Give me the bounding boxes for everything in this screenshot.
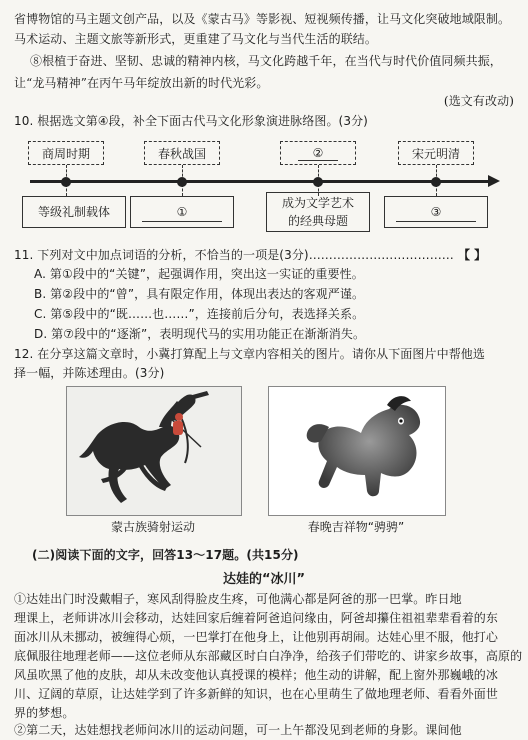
q12-line-2: 择一幅，并陈述理由。(3分)	[14, 366, 165, 380]
period-label-4: 宋元明清	[411, 146, 460, 161]
timeline-dot-3	[313, 177, 323, 187]
stage-box-3	[266, 192, 370, 232]
period-box-2	[144, 141, 220, 165]
stage-box-4	[384, 196, 488, 228]
passage-line-4: 底佩服往地理老师——这位老师从东部藏区时白白净净，给孩子们带吃的、讲家乡故事，高原的	[14, 649, 523, 663]
intro-line-4: 让“龙马精神”在丙午马年绽放出新的时代光彩。	[14, 76, 269, 90]
mascot-horse-icon	[269, 387, 445, 515]
stage-label-3	[282, 194, 354, 230]
timeline-arrow	[488, 175, 500, 187]
image-horse-archery[interactable]	[66, 386, 242, 516]
period-blank-2[interactable]: ②	[298, 146, 338, 161]
image-mascot[interactable]	[268, 386, 446, 516]
q12-line-1: 12. 在分享这篇文章时，小冀打算配上与文章内容相关的图片。请你从下面图片中帮他选	[14, 347, 486, 361]
timeline-dot-1	[61, 177, 71, 187]
stage-label-3-line-1: 成为文学艺术	[281, 196, 354, 210]
intro-line-2: 马术运动、主题文旅等新形式，更重建了马文化与当代生活的联结。	[14, 32, 378, 46]
passage-line-1: ①达娃出门时没戴帽子，寒风刮得脸皮生疼，可他满心都是阿爸的那一巴掌。昨日地	[14, 592, 462, 606]
q11-stem: 11. 下列对文中加点词语的分析，不恰当的一项是(3分)………………………………	[14, 248, 454, 262]
section2-heading: (二)阅读下面的文字，回答13～17题。(共15分)	[32, 548, 299, 562]
passage-line-3: 面冰川从未挪动，被缠得心烦，一巴掌打在他身上，让他别再胡闹。达娃心里不服，他打心	[14, 630, 499, 644]
q10-stem: 10. 根据选文第④段，补全下面古代马文化形象演进脉络图。(3分)	[14, 114, 368, 128]
timeline-axis	[30, 180, 492, 183]
caption-mascot: 春晚吉祥物“骋骋”	[307, 520, 405, 534]
stage-blank-1[interactable]: ①	[142, 203, 222, 222]
timeline-dot-4	[431, 177, 441, 187]
q11-option-c: C. 第⑤段中的“既……也……”，连接前后分句，表选择关系。	[34, 307, 365, 321]
passage-line-2: 理课上，老师讲冰川会移动，达娃回家后缠着阿爸追问缘由，阿爸却攥住祖祖辈辈看着的东	[14, 611, 499, 625]
period-label-1: 商周时期	[41, 146, 90, 161]
horse-rider-icon	[67, 387, 241, 515]
stage-label-1: 等级礼制载体	[37, 205, 110, 219]
stage-label-3-line-2: 的经典母题	[287, 214, 348, 228]
q11-answer-bracket[interactable]: 【 】	[458, 248, 487, 262]
period-box-4	[398, 141, 474, 165]
q11-option-a: A. 第①段中的“关键”，起强调作用，突出这一实证的重要性。	[34, 267, 364, 281]
passage-line-6: 川、辽阔的草原，让达娃学到了许多新鲜的知识，也在心里萌生了做地理老师、看看外面世	[14, 687, 499, 701]
passage-title: 达娃的“冰川”	[222, 572, 306, 587]
intro-line-3: ⑧根植于奋进、坚韧、忠诚的精神内核，马文化跨越千年，在当代与时代价值同频共振，	[30, 54, 502, 68]
stage-box-1	[22, 196, 126, 228]
period-box-3	[280, 141, 356, 165]
passage-line-7: 界的梦想。	[14, 706, 75, 720]
source-note: (选文有改动)	[443, 94, 514, 108]
q11-option-b: B. 第②段中的“曾”，具有限定作用，体现出表达的客观严谨。	[34, 287, 365, 301]
stage-box-2	[130, 196, 234, 228]
stage-blank-3[interactable]: ③	[396, 203, 476, 222]
caption-horse-archery: 蒙古族骑射运动	[110, 520, 195, 534]
passage-line-8: ②第二天，达娃想找老师问冰川的运动问题，可一上午都没见到老师的身影。课间他	[14, 723, 462, 737]
intro-line-1: 省博物馆的马主题文创产品，以及《蒙古马》等影视、短视频传播，让马文化突破地域限制。	[14, 12, 511, 26]
period-label-2: 春秋战国	[157, 146, 206, 161]
passage-line-5: 风虽吹黑了他的皮肤，却从未改变他认真授课的模样；他生动的讲解，配上窗外那巍峨的冰	[14, 668, 499, 682]
period-box-1	[28, 141, 104, 165]
timeline-dot-2	[177, 177, 187, 187]
q11-option-d: D. 第⑦段中的“逐渐”，表明现代马的实用功能正在渐渐消失。	[34, 327, 366, 341]
